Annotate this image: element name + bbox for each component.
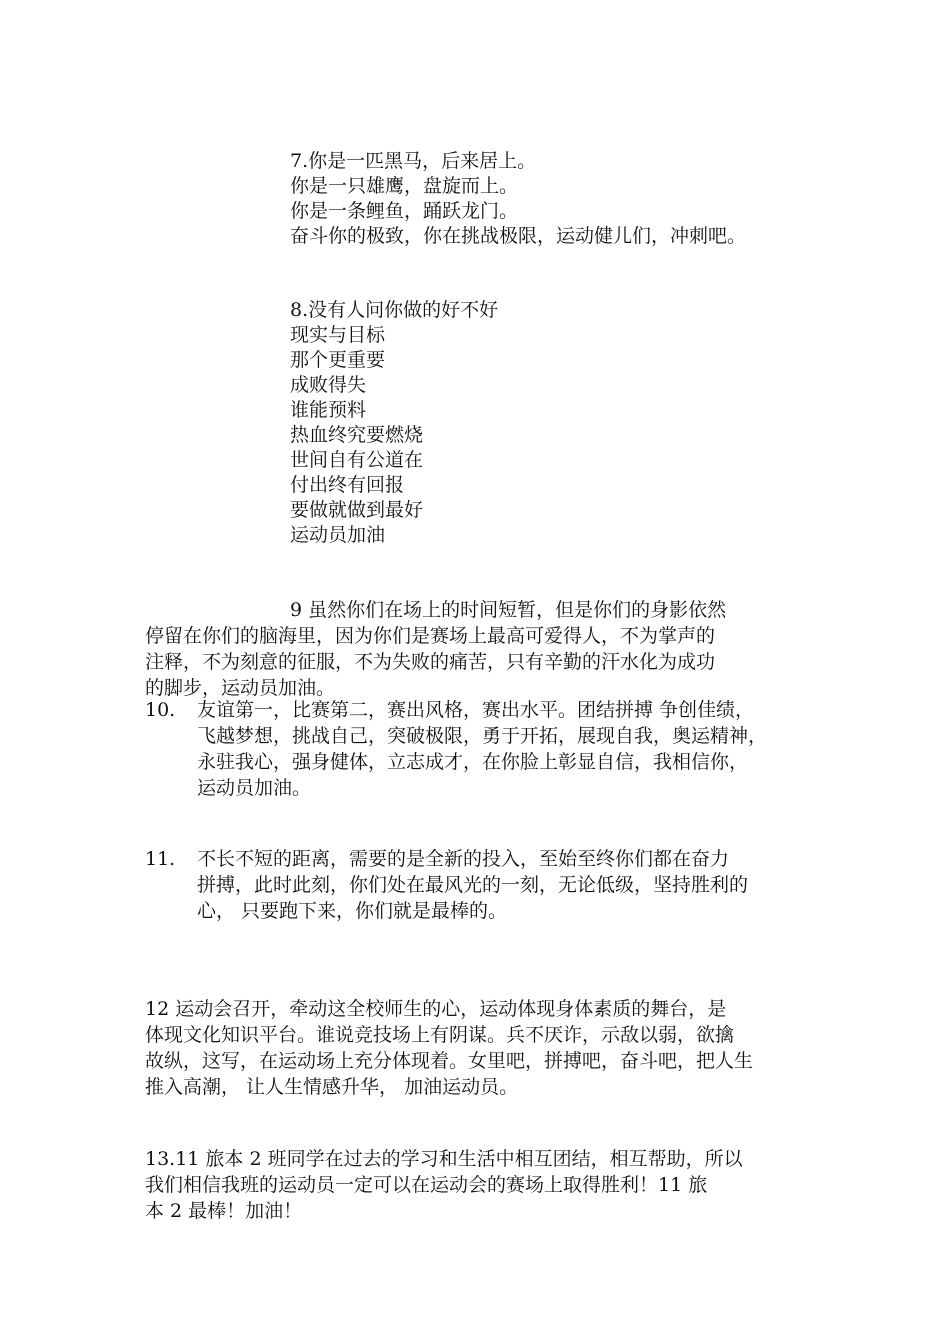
text-line: 奋斗你的极致，你在挑战极限，运动健儿们，冲刺吧。: [290, 225, 747, 247]
list-number: 11.: [145, 848, 176, 870]
section-12: [145, 996, 825, 1100]
section-9: [145, 597, 815, 701]
text-line: 谁能预料: [290, 399, 367, 421]
text-line: 要做就做到最好: [290, 499, 424, 521]
text-line: 成败得失: [290, 374, 367, 396]
text-line: 永驻我心，强身健体，立志成才，在你脸上彰显自信，我相信你，: [197, 751, 749, 773]
text-line: 体现文化知识平台。谁说竞技场上有阴谋。兵不厌诈，示敌以弱，欲擒: [145, 1024, 735, 1046]
section-8: [290, 298, 498, 548]
text-line: 8.没有人问你做的好不好: [290, 299, 499, 321]
text-line: 的脚步，运动员加油。: [145, 677, 336, 699]
text-line: 飞越梦想，挑战自己，突破极限，勇于开拓，展现自我，奥运精神，: [197, 725, 768, 747]
text-line: 9 虽然你们在场上的时间短暂，但是你们的身影依然: [290, 599, 727, 621]
text-line: 12 运动会召开，牵动这全校师生的心，运动体现身体素质的舞台，是: [145, 998, 727, 1020]
text-line: 热血终究要燃烧: [290, 424, 424, 446]
text-line: 世间自有公道在: [290, 449, 424, 471]
text-line: 运动员加油: [290, 524, 386, 546]
text-line: 注释，不为刻意的征服，不为失败的痛苦，只有辛勤的汗水化为成功: [145, 651, 716, 673]
text-line: 13.11 旅本 2 班同学在过去的学习和生活中相互团结，相互帮助，所以: [145, 1148, 743, 1170]
list-number: 10.: [145, 699, 176, 721]
text-line: 友谊第一，比赛第二，赛出风格，赛出水平。团结拼搏 争创佳绩，: [197, 699, 755, 721]
section-11: [145, 846, 825, 924]
section-13: [145, 1146, 825, 1224]
text-line: 心， 只要跑下来，你们就是最棒的。: [197, 900, 508, 922]
text-line: 我们相信我班的运动员一定可以在运动会的赛场上取得胜利！11 旅: [145, 1174, 708, 1196]
text-line: 付出终有回报: [290, 474, 405, 496]
text-line: 拼搏，此时此刻，你们处在最风光的一刻，无论低级，坚持胜利的: [197, 874, 749, 896]
text-line: 本 2 最棒！加油！: [145, 1200, 303, 1222]
text-line: 故纵，这写，在运动场上充分体现着。女里吧，拼搏吧，奋斗吧，把人生: [145, 1050, 754, 1072]
text-line: 那个更重要: [290, 349, 386, 371]
text-line: 现实与目标: [290, 324, 386, 346]
section-10: [145, 697, 825, 801]
text-line: 7.你是一匹黑马，后来居上。: [290, 150, 537, 172]
section-7: [290, 149, 746, 249]
text-line: 你是一条鲤鱼，踊跃龙门。: [290, 200, 519, 222]
text-line: 推入高潮， 让人生情感升华， 加油运动员。: [145, 1076, 519, 1098]
text-line: 你是一只雄鹰，盘旋而上。: [290, 175, 519, 197]
text-line: 运动员加油。: [197, 777, 312, 799]
text-line: 停留在你们的脑海里，因为你们是赛场上最高可爱得人，不为掌声的: [145, 625, 716, 647]
text-line: 不长不短的距离，需要的是全新的投入，至始至终你们都在奋力: [197, 848, 730, 870]
